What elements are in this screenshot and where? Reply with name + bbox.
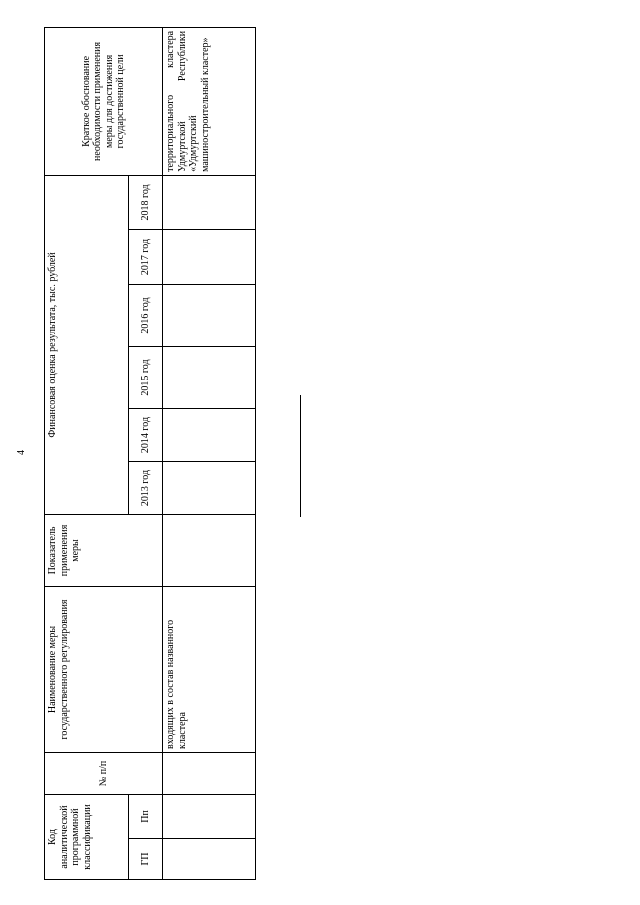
header-code: Код аналитической программной классификации xyxy=(45,794,129,879)
row-value xyxy=(163,408,256,461)
header-measure-name: Наименование меры государственного регулирования xyxy=(45,586,163,752)
row-value xyxy=(163,229,256,284)
header-year: 2017 год xyxy=(129,229,163,284)
regulation-table-container xyxy=(44,28,256,880)
header-justification: Краткое обоснование необходимости применения меры для достижения государственной цели xyxy=(45,27,163,175)
row-value xyxy=(163,461,256,514)
row-pp xyxy=(163,794,256,838)
header-year: 2013 год xyxy=(129,461,163,514)
row-gp xyxy=(163,839,256,880)
row-justification: территориального кластера Удмуртской Республики «Удмуртский машиностроительный кластер» xyxy=(163,27,256,175)
page-number: 4 xyxy=(16,450,27,455)
header-indicator: Показатель применения меры xyxy=(45,514,163,586)
row-indicator xyxy=(163,514,256,586)
closing-divider-line xyxy=(300,395,301,517)
row-value xyxy=(163,346,256,408)
regulation-measures-table xyxy=(44,27,256,880)
header-year: 2015 год xyxy=(129,346,163,408)
table-row xyxy=(163,27,256,879)
header-year: 2016 год xyxy=(129,284,163,346)
header-gp: ГП xyxy=(129,839,163,880)
header-year: 2014 год xyxy=(129,408,163,461)
header-number: № п/п xyxy=(45,752,163,794)
row-value xyxy=(163,284,256,346)
header-year: 2018 год xyxy=(129,175,163,229)
header-pp: Пп xyxy=(129,794,163,838)
row-value xyxy=(163,175,256,229)
row-measure-name: входящих в состав названного кластера xyxy=(163,586,256,752)
row-number xyxy=(163,752,256,794)
header-financial-estimate: Финансовая оценка результата, тыс. рублей xyxy=(45,175,129,514)
